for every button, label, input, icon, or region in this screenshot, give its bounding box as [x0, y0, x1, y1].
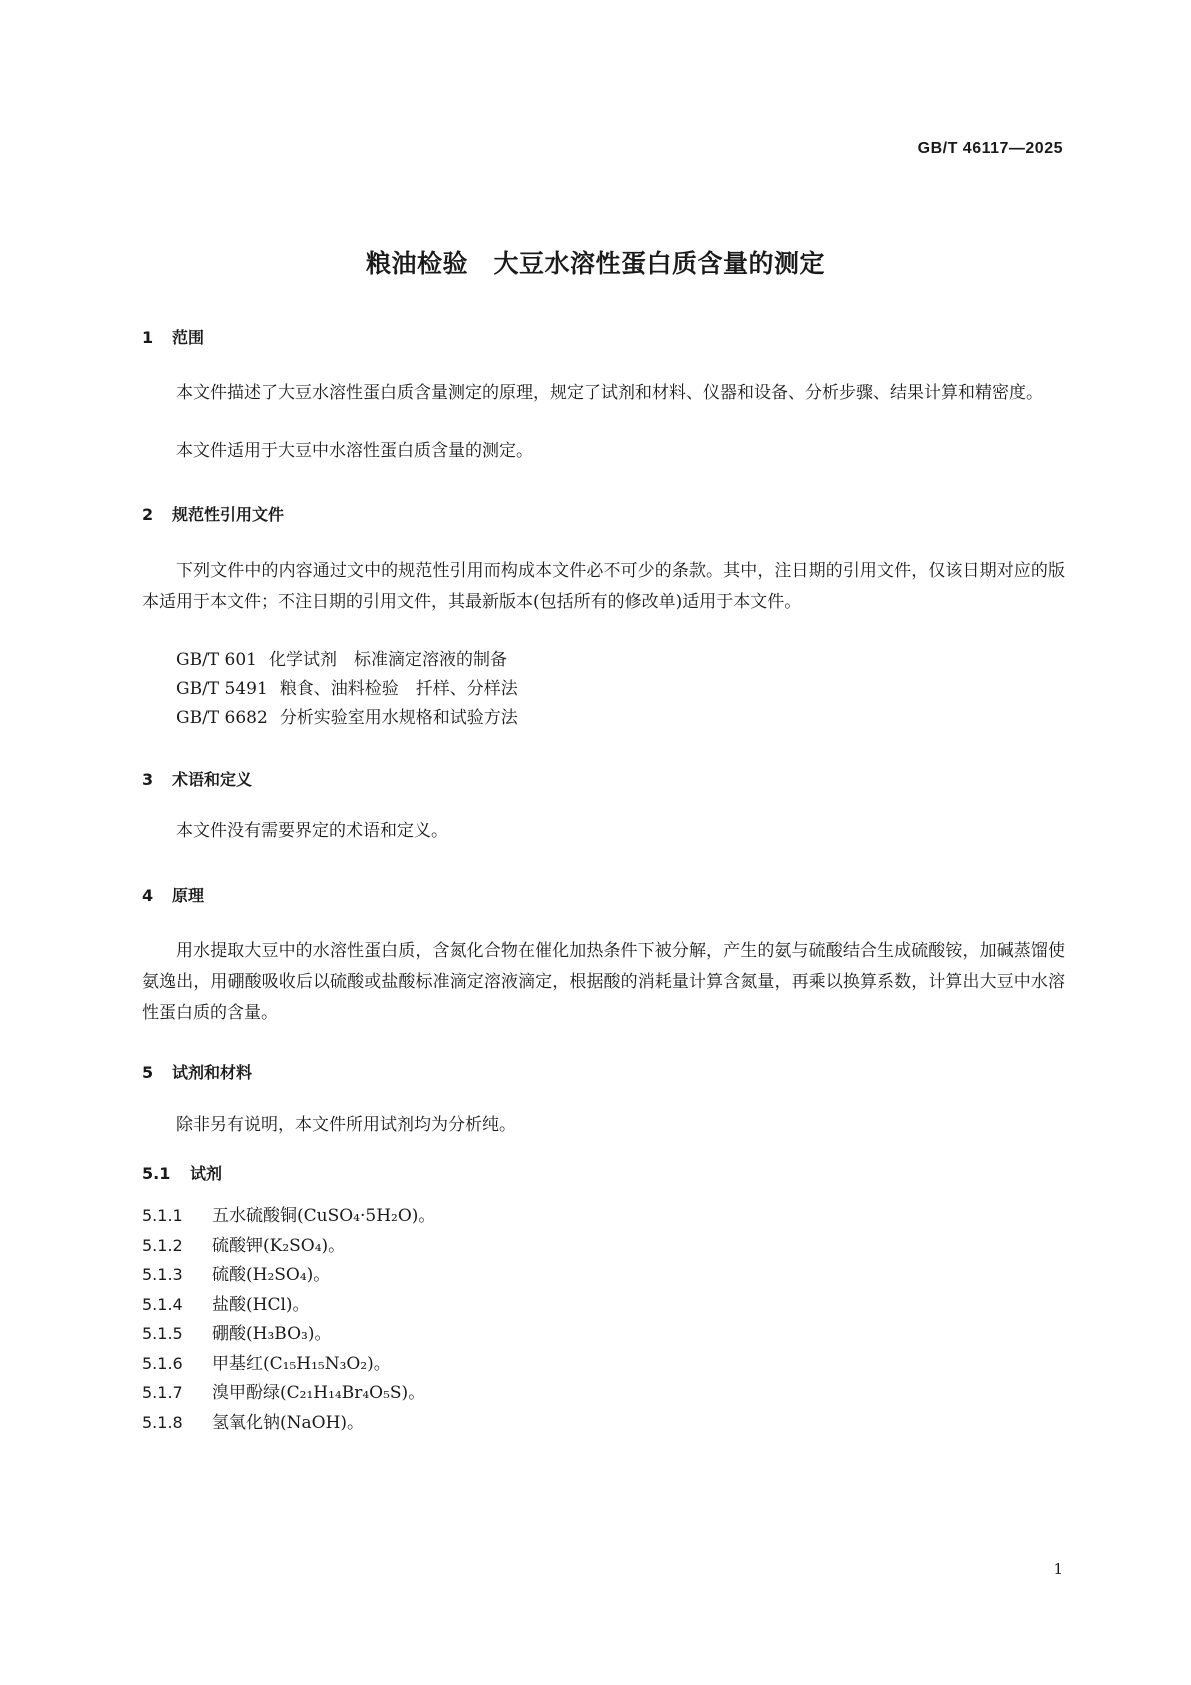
section-number: 5 — [142, 1063, 154, 1082]
document-title: 粮油检验 大豆水溶性蛋白质含量的测定 — [365, 249, 825, 278]
reference-name: 粮食、油料检验 扦样、分样法 — [279, 679, 518, 699]
reagent-item — [142, 1380, 425, 1406]
item-text: 氢氧化钠(NaOH)。 — [212, 1413, 365, 1433]
paragraph: 本文件没有需要界定的术语和定义。 — [176, 821, 448, 841]
paragraph: 除非另有说明，本文件所用试剂均为分析纯。 — [176, 1115, 516, 1135]
item-number: 5.1.4 — [142, 1295, 183, 1314]
page-number: 1 — [1053, 1560, 1063, 1578]
paragraph: 用水提取大豆中的水溶性蛋白质，含氮化合物在催化加热条件下被分解，产生的氨与硫酸结合生成硫酸铵，加碱蒸馏使氨逸出，用硼酸吸收后以硫酸或盐酸标准滴定溶液滴定，根据酸的消耗量计算含氮量，再乘以换算系数，计算出大豆中水溶性蛋白质的含量。 — [142, 941, 1065, 1023]
item-number: 5.1.2 — [142, 1236, 183, 1255]
section-number: 2 — [142, 505, 154, 524]
reference-code: GB/T 601 — [176, 650, 257, 670]
reference-name: 化学试剂 标准滴定溶液的制备 — [269, 650, 507, 670]
reagent-item — [142, 1351, 391, 1377]
item-text: 甲基红(C₁₅H₁₅N₃O₂)。 — [212, 1354, 391, 1374]
section-number: 1 — [142, 328, 154, 347]
paragraph: 下列文件中的内容通过文中的规范性引用而构成本文件必不可少的条款。其中，注日期的引用文件，仅该日期对应的版本适用于本文件；不注日期的引用文件，其最新版本(包括所有的修改单)适用于本文件。 — [142, 561, 1065, 612]
item-number: 5.1.8 — [142, 1413, 183, 1432]
reference-code: GB/T 6682 — [176, 708, 268, 728]
reference-item — [176, 705, 518, 731]
reagent-item — [142, 1262, 330, 1288]
section-title: 试剂和材料 — [172, 1063, 253, 1082]
item-number: 5.1.3 — [142, 1265, 183, 1284]
item-number: 5.1.7 — [142, 1383, 183, 1402]
section-heading-normative-references — [142, 502, 284, 525]
section-title: 术语和定义 — [172, 770, 253, 789]
item-number: 5.1.6 — [142, 1354, 183, 1373]
item-text: 溴甲酚绿(C₂₁H₁₄Br₄O₅S)。 — [212, 1383, 426, 1403]
section-title: 原理 — [172, 886, 205, 905]
item-text: 盐酸(HCl)。 — [212, 1295, 310, 1315]
section-title: 规范性引用文件 — [172, 505, 285, 524]
reagent-item — [142, 1410, 364, 1436]
reagent-item — [142, 1233, 345, 1259]
item-number: 5.1.1 — [142, 1206, 183, 1225]
reference-name: 分析实验室用水规格和试验方法 — [279, 708, 518, 728]
item-text: 硫酸钾(K₂SO₄)。 — [212, 1236, 346, 1256]
item-text: 硫酸(H₂SO₄)。 — [212, 1265, 331, 1285]
reagent-item — [142, 1292, 310, 1318]
item-text: 五水硫酸铜(CuSO₄·5H₂O)。 — [212, 1206, 436, 1226]
reference-item — [176, 676, 518, 702]
subsection-heading-reagents — [142, 1161, 222, 1184]
standard-code: GB/T 46117—2025 — [917, 140, 1063, 157]
section-heading-reagents — [142, 1060, 252, 1083]
reagent-item — [142, 1203, 435, 1229]
section-number: 4 — [142, 886, 154, 905]
paragraph: 本文件适用于大豆中水溶性蛋白质含量的测定。 — [176, 441, 533, 461]
section-heading-scope — [142, 325, 204, 348]
reference-code: GB/T 5491 — [176, 679, 268, 699]
section-title: 范围 — [172, 328, 205, 347]
reagent-item — [142, 1321, 331, 1347]
paragraph: 本文件描述了大豆水溶性蛋白质含量测定的原理，规定了试剂和材料、仪器和设备、分析步骤、结果计算和精密度。 — [176, 383, 1043, 403]
subsection-number: 5.1 — [142, 1164, 171, 1183]
item-number: 5.1.5 — [142, 1324, 183, 1343]
subsection-title: 试剂 — [190, 1164, 223, 1183]
section-heading-terms — [142, 767, 252, 790]
section-number: 3 — [142, 770, 154, 789]
section-heading-principle — [142, 883, 204, 906]
reference-item — [176, 647, 507, 673]
item-text: 硼酸(H₃BO₃)。 — [212, 1324, 332, 1344]
